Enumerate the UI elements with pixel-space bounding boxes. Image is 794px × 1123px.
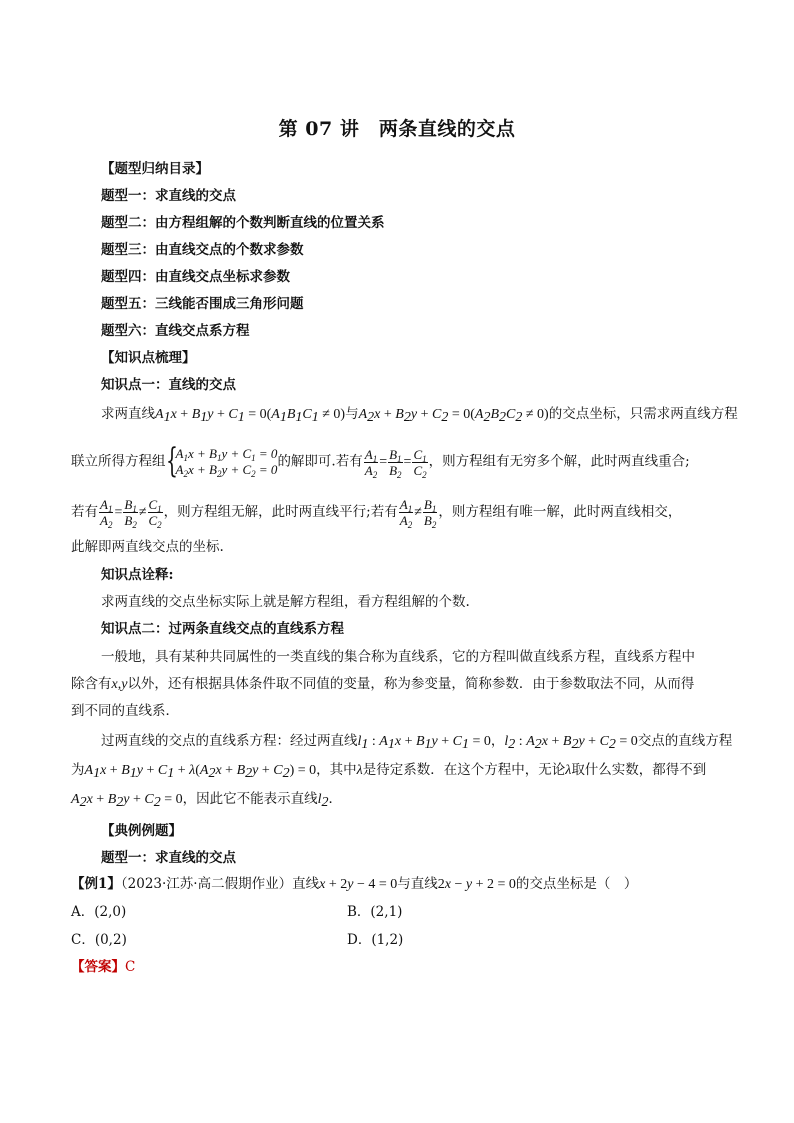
answer-line [71, 958, 135, 976]
point1-paragraph-line: 此解即两直线交点的坐标. [71, 539, 224, 555]
equation-system: { $A_1x + B_1y + C_1 = 0$ $A_2x + B_2y + C_2 = 0$ [165, 441, 278, 481]
point1-paragraph-line: 联立所得方程组 { $A_1x + B_1y + C_1 = 0$ $A_2x + B_2y + C_2 = 0$ 的解即可.若有 $\frac{A_1}{A_2}$ = $\frac{B_1}{B_2}$ = $\frac{C_1}{C_2}$ ，则方程组有无穷多个解，此时两直线重合; [71, 441, 690, 481]
option-a: A．(2,0) [71, 904, 127, 920]
point2-title: 知识点二：过两条直线交点的直线系方程 [101, 621, 344, 637]
note-title: 知识点诠释: [101, 567, 174, 583]
point1-paragraph-line: 求两直线$A_1x + B_1y + C_1 = 0(A_1B_1C_1 \ne 0)$与$A_2x + B_2y + C_2 = 0(A_2B_2C_2 \ne 0)$的交点坐标，只需求两直线方程 [101, 406, 738, 425]
catalog-item: 题型三：由直线交点的个数求参数 [101, 242, 304, 258]
option-c: C．(0,2) [71, 932, 127, 948]
point2-paragraph-line: 一般地，具有某种共同属性的一类直线的集合称为直线系，它的方程叫做直线系方程，直线系方程中 [101, 649, 695, 665]
catalog-item: 题型二：由方程组解的个数判断直线的位置关系 [101, 215, 385, 231]
type1-title: 题型一：求直线的交点 [101, 850, 236, 866]
example1-question: 【例1】（2023·江苏·高二假期作业）直线x + 2y − 4 = 0与直线2x − y + 2 = 0的交点坐标是（ ） [71, 876, 638, 892]
point3-paragraph-line: $A_2x + B_2y + C_2 = 0$，因此它不能表示直线$l_2$． [71, 791, 343, 810]
point2-paragraph-line: 除含有x,y以外，还有根据具体条件取不同值的变量，称为参变量，简称参数．由于参数取法不同，从而得 [71, 676, 695, 692]
catalog-item: 题型一：求直线的交点 [101, 188, 236, 204]
point1-paragraph-line: 若有 $\frac{A_1}{A_2}$ = $\frac{B_1}{B_2}$ ≠ $\frac{C_1}{C_2}$ ，则方程组无解，此时两直线平行;若有 $\frac{A_1}{A_2}$ ≠ $\frac{B_1}{B_2}$ ，则方程组有唯一解，此时两直线相交， [71, 497, 682, 530]
point1-title: 知识点一：直线的交点 [101, 377, 236, 393]
knowledge-heading: 【知识点梳理】 [101, 350, 196, 366]
option-d: D．(1,2) [347, 932, 404, 948]
point3-paragraph-line: 为$A_1x + B_1y + C_1 + \lambda(A_2x + B_2y + C_2) = 0$，其中λ是待定系数．在这个方程中，无论λ取什么实数，都得不到 [71, 762, 707, 781]
note-text: 求两直线的交点坐标实际上就是解方程组，看方程组解的个数. [101, 594, 470, 610]
page-title: 第 07 讲 两条直线的交点 [278, 118, 516, 140]
point3-paragraph-line: 过两直线的交点的直线系方程：经过两直线$l_1$ : $A_1x + B_1y + C_1 = 0$，$l_2$ : $A_2x + B_2y + C_2 = 0$交点的直线方程 [101, 733, 733, 752]
catalog-heading: 【题型归纳目录】 [101, 161, 209, 177]
catalog-item: 题型四：由直线交点坐标求参数 [101, 269, 290, 285]
answer-value: C [125, 959, 136, 975]
option-b: B．(2,1) [347, 904, 403, 920]
point2-paragraph-line: 到不同的直线系． [71, 703, 179, 719]
catalog-item: 题型五：三线能否围成三角形问题 [101, 296, 304, 312]
answer-label: 【答案】 [71, 959, 125, 975]
examples-heading: 【典例例题】 [101, 823, 182, 839]
catalog-item: 题型六：直线交点系方程 [101, 323, 250, 339]
